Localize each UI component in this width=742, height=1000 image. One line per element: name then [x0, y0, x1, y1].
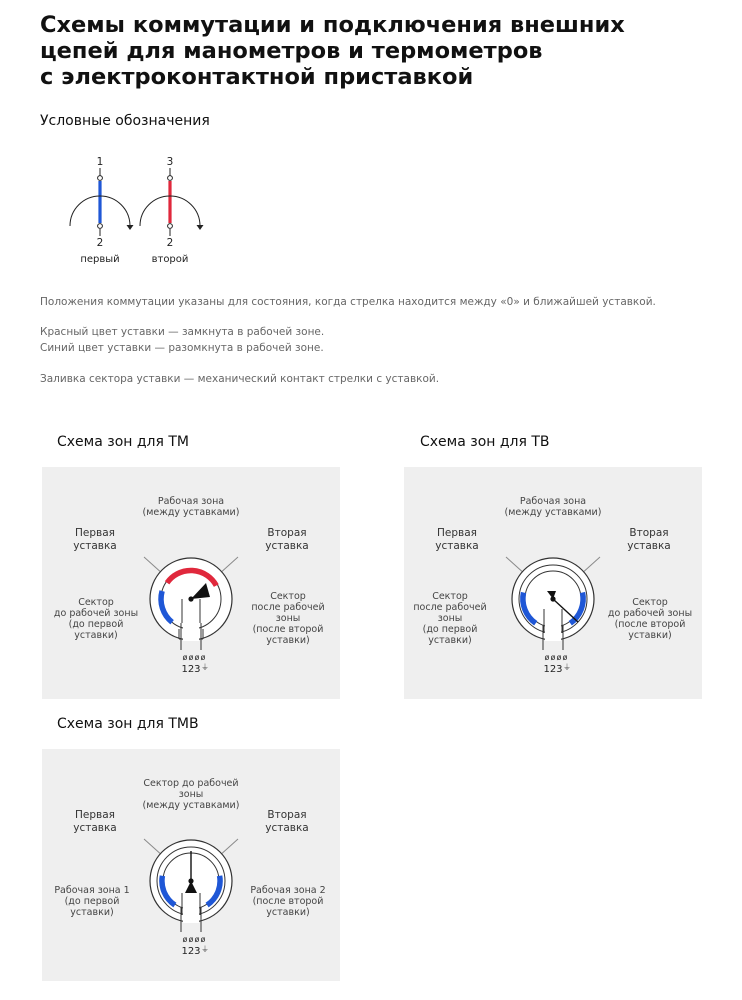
note-fill: Заливка сектора уставки — механический контакт стрелки с уставкой. — [40, 373, 440, 385]
scheme-tmv-left-label: Первая уставка — [73, 809, 117, 834]
legend-second-bottom-number: 2 — [166, 237, 174, 249]
scheme-tm-heading: Схема зон для ТМ — [57, 434, 190, 450]
note-positions: Положения коммутации указаны для состояния, когда стрелка находится между «0» и ближайшей уставкой. — [40, 296, 656, 308]
legend-first-label: первый — [80, 254, 120, 265]
scheme-tmv-right-sector-label: Рабочая зона 2 (после второй уставки) — [250, 885, 326, 918]
svg-text:ø: ø — [562, 653, 568, 662]
scheme-tm-right-label: Вторая уставка — [265, 527, 309, 552]
svg-text:ø: ø — [182, 653, 188, 662]
scheme-tm-terminal-numbers: 123 — [181, 664, 201, 675]
legend-heading: Условные обозначения — [40, 113, 210, 129]
svg-text:ø: ø — [194, 653, 200, 662]
svg-text:ø: ø — [182, 935, 188, 944]
svg-text:ø: ø — [550, 653, 556, 662]
scheme-tmv-left-sector-label: Рабочая зона 1 (до первой уставки) — [54, 885, 130, 918]
legend-first-top-number: 1 — [96, 156, 104, 168]
scheme-tm-left-label: Первая уставка — [73, 527, 117, 552]
scheme-tv-right-sector-label: Сектор до рабочей зоны (после второй уставки) — [607, 597, 693, 641]
title-line-1: Схемы коммутации и подключения внешних — [40, 12, 625, 38]
svg-text:⏚: ⏚ — [201, 663, 209, 672]
scheme-tv-top-label: Рабочая зона (между уставками) — [504, 496, 602, 518]
svg-text:ø: ø — [544, 653, 550, 662]
scheme-tv-left-sector-label: Сектор после рабочей зоны (до первой уставки) — [413, 591, 487, 646]
scheme-tm-panel — [42, 467, 340, 699]
legend-first-bottom-number: 2 — [96, 237, 104, 249]
svg-text:ø: ø — [194, 935, 200, 944]
scheme-tv-heading: Схема зон для ТВ — [420, 434, 550, 450]
scheme-tmv-dial — [136, 831, 246, 961]
scheme-tv-panel — [404, 467, 702, 699]
scheme-tv-left-label: Первая уставка — [435, 527, 479, 552]
page-title — [40, 12, 680, 90]
legend-second-arrowhead — [197, 225, 204, 230]
note-red: Красный цвет уставки — замкнута в рабочей зоне. — [40, 326, 325, 338]
legend-second-label: второй — [151, 254, 189, 265]
scheme-tm-dial — [136, 549, 246, 679]
title-line-3: с электроконтактной приставкой — [40, 64, 474, 90]
scheme-tv-dial — [498, 549, 608, 679]
scheme-tm-top-label: Рабочая зона (между уставками) — [142, 496, 240, 518]
note-blue: Синий цвет уставки — разомкнута в рабочей зоне. — [40, 342, 324, 354]
legend-diagram — [60, 150, 220, 270]
scheme-tmv-right-label: Вторая уставка — [265, 809, 309, 834]
svg-text:ø: ø — [188, 653, 194, 662]
scheme-tv-terminal-numbers: 123 — [543, 664, 563, 675]
legend-first-symbol — [70, 156, 134, 265]
legend-first-arrowhead — [127, 225, 134, 230]
scheme-tv-right-label: Вторая уставка — [627, 527, 671, 552]
scheme-tmv-heading: Схема зон для ТМВ — [57, 716, 199, 732]
svg-text:ø: ø — [200, 653, 206, 662]
scheme-tm-left-sector-label: Сектор до рабочей зоны (до первой уставки) — [53, 597, 139, 641]
svg-text:ø: ø — [556, 653, 562, 662]
scheme-tmv-terminal-numbers: 123 — [181, 946, 201, 957]
svg-text:⏚: ⏚ — [563, 663, 571, 672]
scheme-tmv-panel — [42, 749, 340, 981]
svg-text:ø: ø — [200, 935, 206, 944]
svg-text:ø: ø — [188, 935, 194, 944]
legend-second-top-number: 3 — [166, 156, 174, 168]
title-line-2: цепей для манометров и термометров — [40, 38, 543, 64]
legend-second-symbol — [140, 156, 204, 265]
scheme-tm-right-sector-label: Сектор после рабочей зоны (после второй уставки) — [251, 591, 325, 646]
scheme-tmv-top-label: Сектор до рабочей зоны (между уставками) — [142, 778, 240, 811]
svg-text:⏚: ⏚ — [201, 945, 209, 954]
